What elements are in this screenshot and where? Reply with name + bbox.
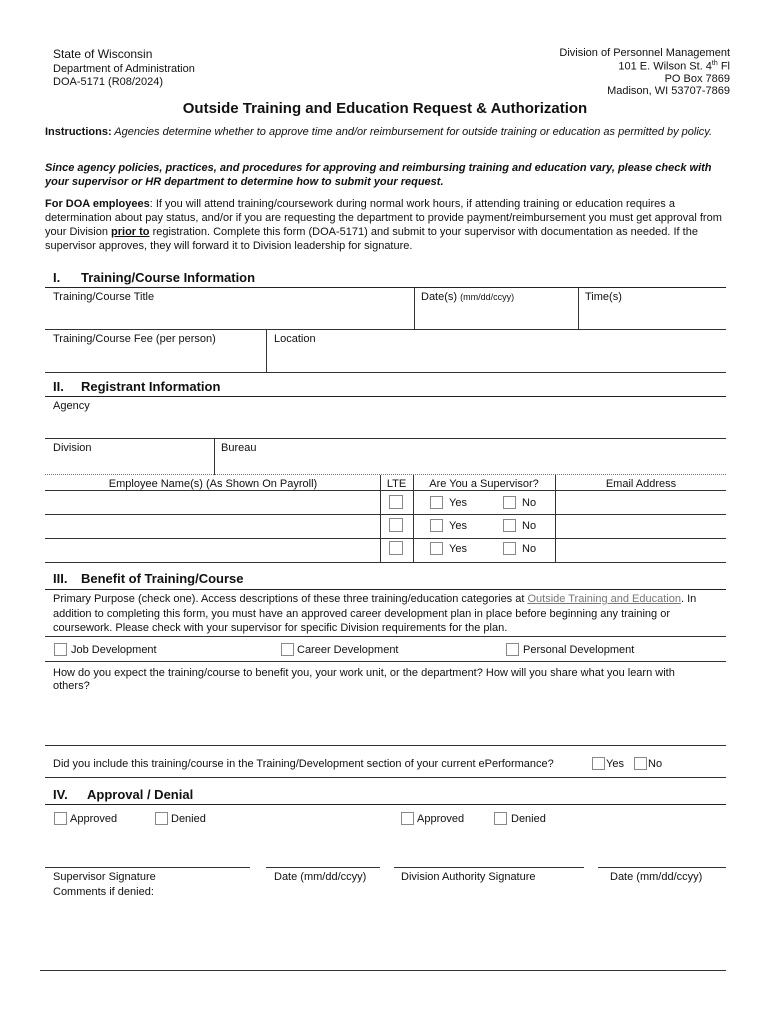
times-label: Time(s): [585, 291, 622, 303]
location-field[interactable]: [268, 346, 725, 370]
supervisor-denied-checkbox[interactable]: [155, 812, 168, 825]
section-4-heading: IV. Approval / Denial: [53, 787, 194, 802]
course-title-field[interactable]: [47, 302, 412, 328]
personal-development-label: Personal Development: [523, 644, 635, 656]
supervisor-signature-field[interactable]: [47, 835, 249, 865]
email-field-3[interactable]: [557, 540, 725, 560]
employee-name-header: Employee Name(s) (As Shown On Payroll): [108, 478, 318, 490]
agency-field[interactable]: [47, 412, 725, 436]
personal-development-checkbox[interactable]: [506, 643, 519, 656]
form-title: Outside Training and Education Request & Authorization: [182, 100, 588, 117]
bureau-field[interactable]: [216, 454, 725, 472]
no-label: No: [522, 497, 537, 509]
email-field-1[interactable]: [557, 492, 725, 512]
job-development-label: Job Development: [71, 644, 157, 656]
division-approved-checkbox[interactable]: [401, 812, 414, 825]
supervisor-no-checkbox-1[interactable]: [503, 496, 516, 509]
lte-header: LTE: [386, 478, 407, 490]
yes-label: Yes: [449, 497, 467, 509]
doa-instructions: For DOA employees: If you will attend training/coursework during normal work hours, if attending training or education requires a determination about pay status, and/or if you are requesting the department to provide payment/reimbursement you must get approval from your Division prior to registration. Complete this form (DOA-5171) and submit to your supervisor with documentation as needed. If the supervisor approves, they will forward it to Division leadership for signature.: [45, 198, 722, 252]
division-date-field[interactable]: [600, 835, 724, 865]
division-denied-checkbox[interactable]: [494, 812, 507, 825]
primary-purpose-text: Primary Purpose (check one). Access descriptions of these three training/education categories at Outside Training and Education. In addition to completing this form, you must have an approved career development plan in place before beginning any training or coursework. Please check with your supervisor for specific Division requirements for the plan.: [53, 593, 697, 634]
career-development-checkbox[interactable]: [281, 643, 294, 656]
form-id: DOA-5171 (R08/2024): [53, 76, 164, 88]
instructions: Instructions: Agencies determine whether to approve time and/or reimbursement for outside training or education as permitted by policy.: [45, 126, 713, 138]
fee-field[interactable]: [47, 346, 264, 370]
fee-label: Training/Course Fee (per person): [53, 333, 216, 345]
section-2-heading: II. Registrant Information: [53, 379, 221, 394]
eperformance-no-checkbox[interactable]: [634, 757, 647, 770]
address-line-1: 101 E. Wilson St. 4th Fl: [618, 60, 730, 73]
section-3-heading: III. Benefit of Training/Course: [53, 571, 244, 586]
supervisor-no-checkbox-2[interactable]: [503, 519, 516, 532]
address-line-3: Madison, WI 53707-7869: [607, 84, 730, 97]
employee-name-field-3[interactable]: [47, 540, 378, 560]
supervisor-approved-label: Approved: [70, 813, 118, 825]
no-label: No: [522, 543, 537, 555]
division-signature-label: Division Authority Signature: [401, 871, 536, 883]
benefit-question: How do you expect the training/course to benefit you, your work unit, or the department? How will you share what you learn with others?: [53, 667, 675, 692]
email-field-2[interactable]: [557, 516, 725, 536]
address-line-2: PO Box 7869: [664, 72, 730, 85]
lte-checkbox-1[interactable]: [389, 495, 403, 509]
division-denied-label: Denied: [511, 813, 546, 825]
no-label: No: [522, 520, 537, 532]
division-address: [559, 47, 730, 97]
yes-label: Yes: [449, 543, 467, 555]
supervisor-date-label: Date (mm/dd/ccyy): [274, 871, 367, 883]
section-1-heading: I. Training/Course Information: [53, 270, 256, 285]
division-date-label: Date (mm/dd/ccyy): [610, 871, 703, 883]
employee-name-field-2[interactable]: [47, 516, 378, 536]
lte-checkbox-3[interactable]: [389, 541, 403, 555]
email-header: Email Address: [605, 478, 677, 490]
yes-label: Yes: [449, 520, 467, 532]
state-name: State of Wisconsin: [53, 47, 153, 61]
policy-warning: Since agency policies, practices, and procedures for approving and reimbursing training and education vary, please check with your supervisor or HR department to determine how to submit your request.: [45, 162, 712, 188]
supervisor-header: Are You a Supervisor?: [429, 478, 539, 490]
career-development-label: Career Development: [297, 644, 399, 656]
supervisor-yes-checkbox-1[interactable]: [430, 496, 443, 509]
supervisor-date-field[interactable]: [268, 835, 378, 865]
comments-label: Comments if denied:: [53, 886, 154, 898]
division-field[interactable]: [47, 454, 212, 472]
supervisor-signature-label: Supervisor Signature: [53, 871, 156, 883]
supervisor-no-checkbox-3[interactable]: [503, 542, 516, 555]
agency-label: Agency: [53, 400, 90, 412]
supervisor-yes-checkbox-3[interactable]: [430, 542, 443, 555]
division-signature-field[interactable]: [396, 835, 582, 865]
location-label: Location: [274, 333, 316, 345]
employee-name-field-1[interactable]: [47, 492, 378, 512]
eperformance-no-label: No: [648, 758, 663, 770]
dates-field[interactable]: [416, 302, 576, 328]
eperformance-yes-label: Yes: [606, 758, 624, 770]
department-name: Department of Administration: [53, 63, 195, 75]
times-field[interactable]: [580, 302, 725, 328]
course-title-label: Training/Course Title: [53, 291, 155, 303]
job-development-checkbox[interactable]: [54, 643, 67, 656]
supervisor-denied-label: Denied: [171, 813, 206, 825]
eperformance-question: Did you include this training/course in the Training/Development section of your current ePerformance?: [53, 758, 554, 770]
lte-checkbox-2[interactable]: [389, 518, 403, 532]
bureau-label: Bureau: [221, 442, 257, 454]
benefit-answer-field[interactable]: [47, 695, 725, 743]
division-label: Division: [53, 442, 92, 454]
supervisor-yes-checkbox-2[interactable]: [430, 519, 443, 532]
eperformance-yes-checkbox[interactable]: [592, 757, 605, 770]
outside-training-link[interactable]: Outside Training and Education: [527, 593, 681, 605]
division-approved-label: Approved: [417, 813, 465, 825]
supervisor-approved-checkbox[interactable]: [54, 812, 67, 825]
comments-field[interactable]: [47, 900, 725, 968]
dates-label: Date(s) (mm/dd/ccyy): [421, 291, 515, 303]
division-name: Division of Personnel Management: [559, 47, 730, 59]
